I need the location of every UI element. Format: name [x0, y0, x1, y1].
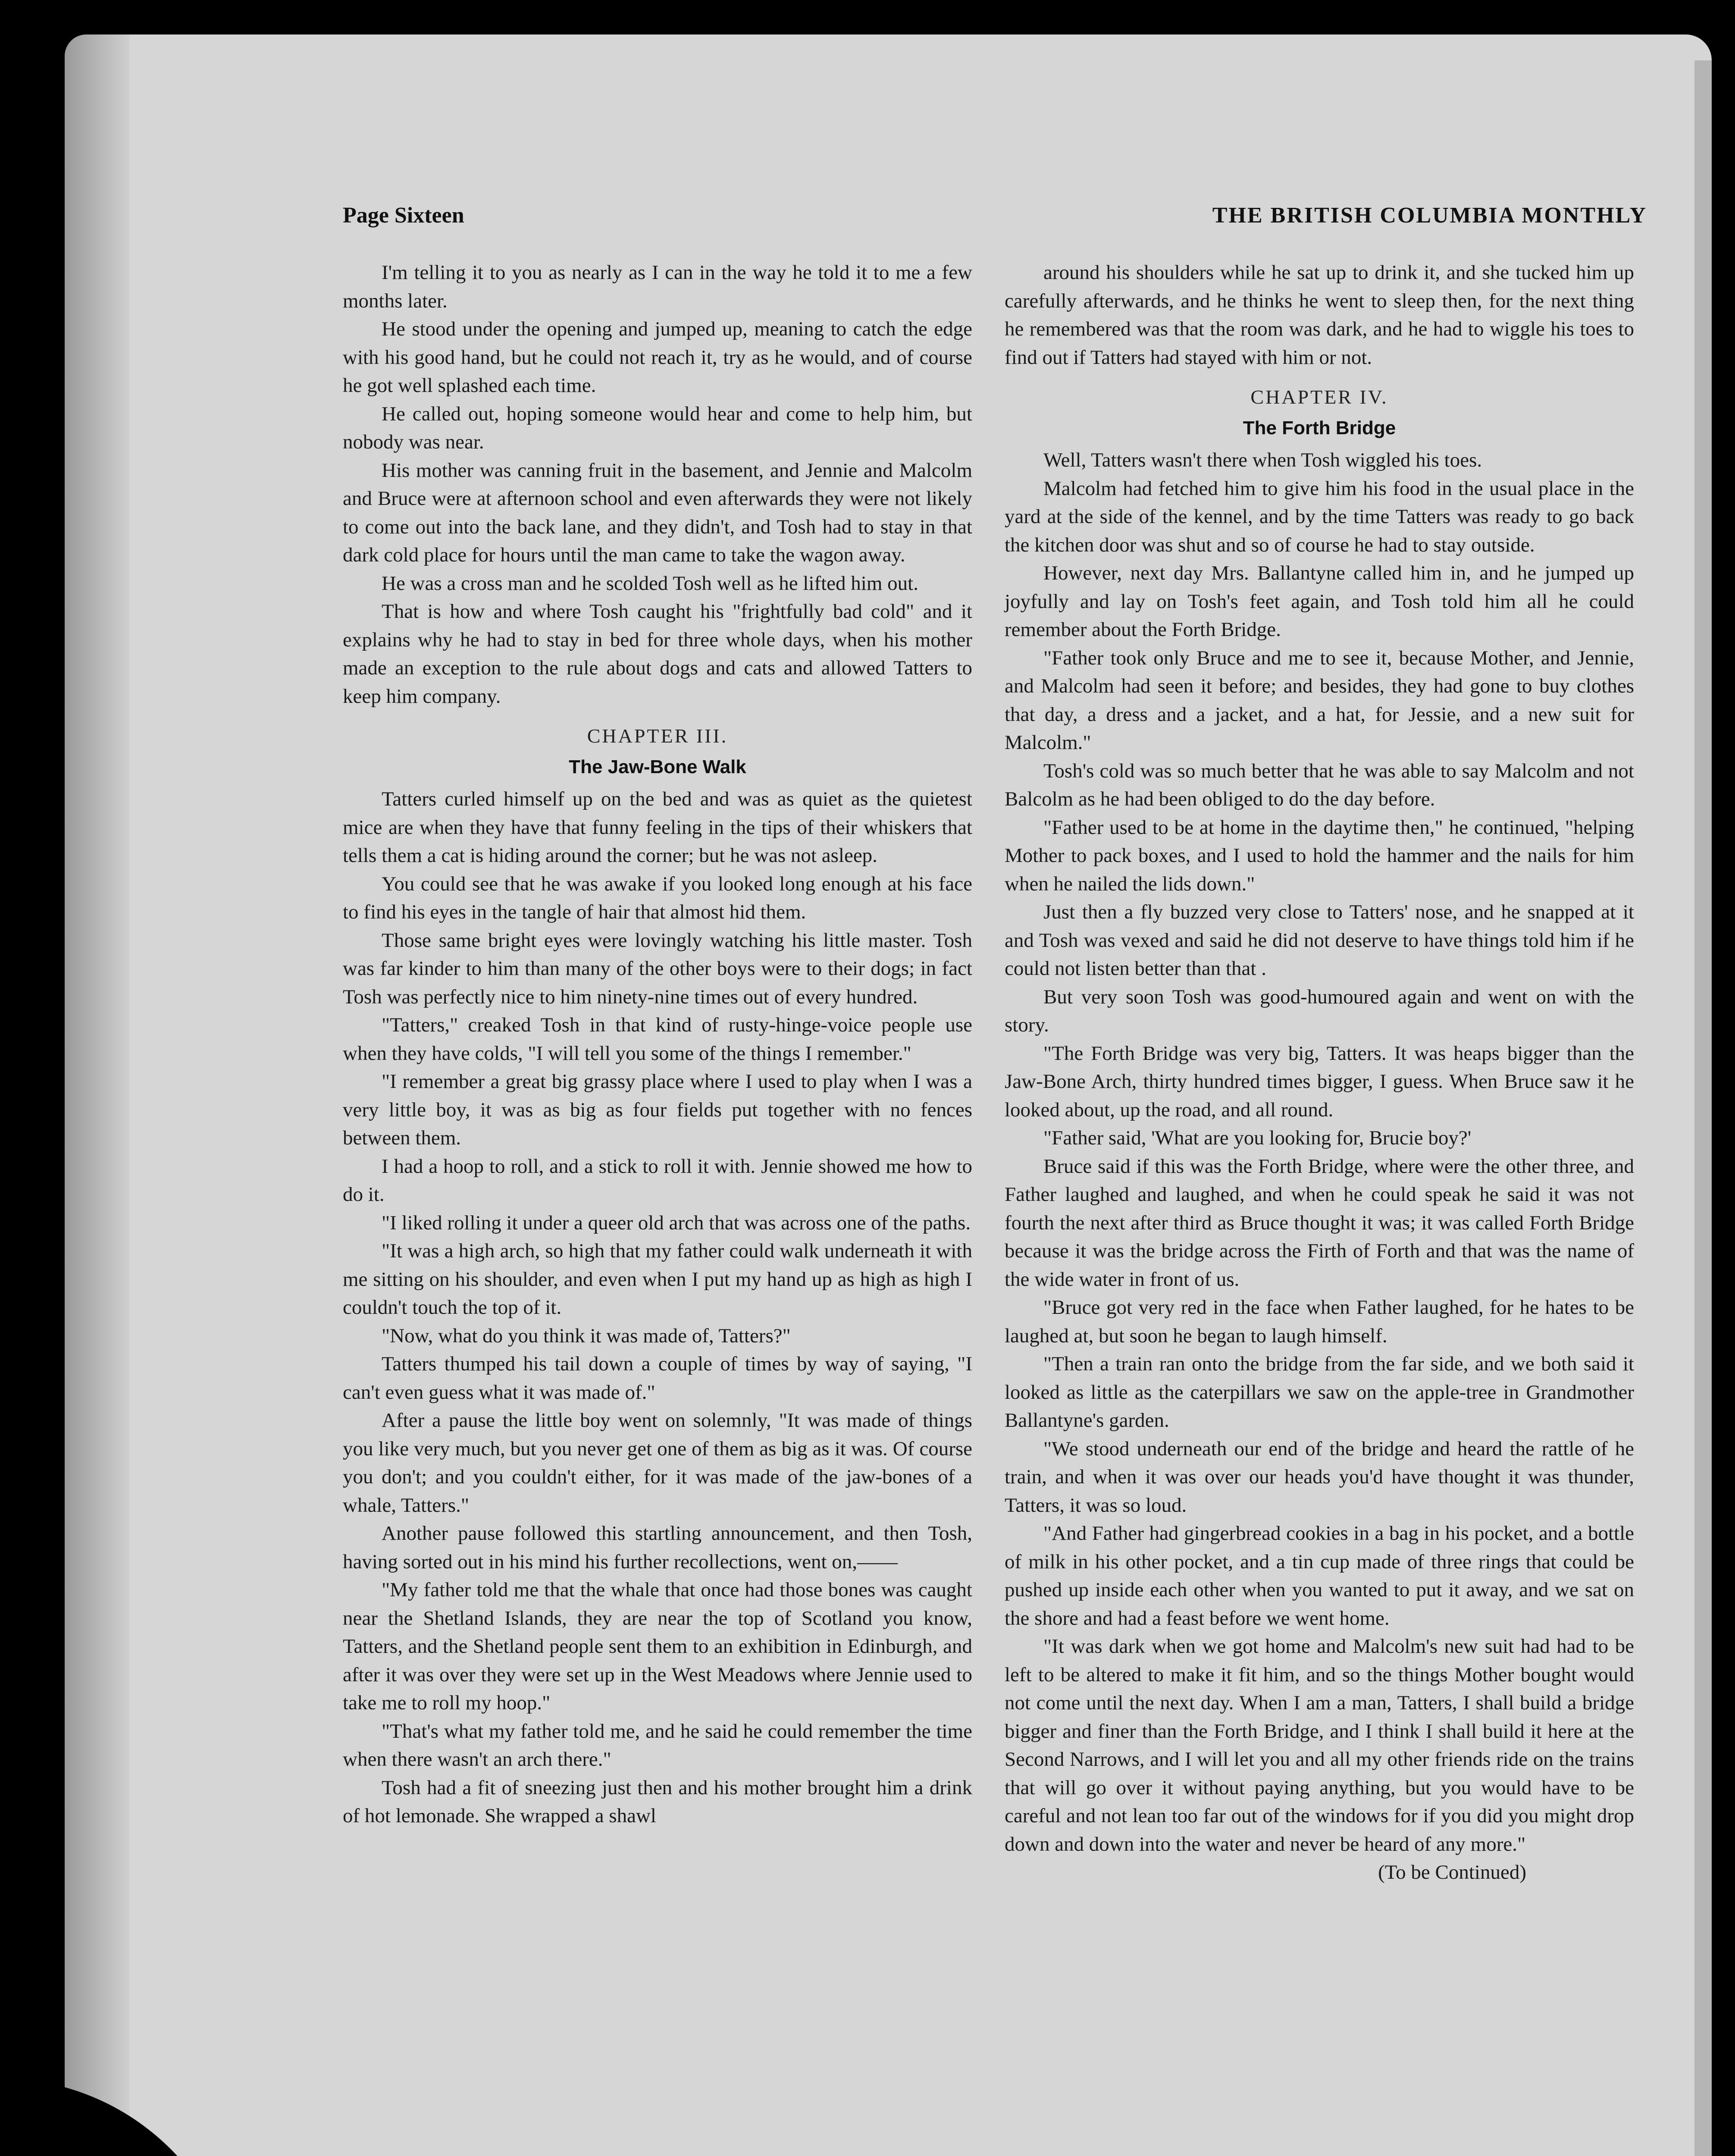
chapter-4-title: The Forth Bridge [1243, 417, 1396, 439]
paragraph: Tatters thumped his tail down a couple of times by way of saying, "I can't even guess what it was made of." [343, 1353, 972, 1404]
paragraph: "That's what my father told me, and he said he could remember the time when there wasn't an arch there." [343, 1720, 972, 1771]
right-column [1005, 259, 1634, 1887]
paragraph: "Father used to be at home in the daytime then," he continued, "helping Mother to pack boxes, and I used to hold the hammer and the nails for him when he nailed the lids down." [1005, 816, 1634, 895]
paragraph: "I liked rolling it under a queer old arch that was across one of the paths. [382, 1211, 971, 1234]
paragraph: He called out, hoping someone would hear and come to help him, but nobody was near. [343, 402, 972, 453]
paragraph: That is how and where Tosh caught his "frightfully bad cold" and it explains why he had to stay in bed for three whole days, when his mother made an exception to the rule about dogs and cats and allowed Tatters to keep him company. [343, 600, 972, 708]
paragraph: "My father told me that the whale that once had those bones was caught near the Shetland Islands, they are near the top of Scotland you know, Tatters, and the Shetland people sent them to an exhibition in Edinburgh, and after it was over they were set up in the West Meadows where Jennie used to take me to roll my hoop." [343, 1579, 972, 1714]
paragraph: However, next day Mrs. Ballantyne called him in, and he jumped up joyfully and lay on Tosh's feet again, and Tosh told him all he could remember about the Forth Bridge. [1005, 562, 1634, 641]
paragraph: Tosh had a fit of sneezing just then and his mother brought him a drink of hot lemonade. She wrapped a shawl [343, 1776, 972, 1827]
paragraph: I had a hoop to roll, and a stick to roll it with. Jennie showed me how to do it. [343, 1155, 972, 1206]
page-number: Page Sixteen [343, 203, 464, 228]
right-paragraphs-a [1005, 259, 1634, 372]
paragraph: around his shoulders while he sat up to drink it, and she tucked him up carefully afterwards, and he thinks he went to sleep then, for the next thing he remembered was that the room was dark, and he had to wiggle his toes to find out if Tatters had stayed with him or not. [1005, 261, 1634, 369]
chapter-4-heading: CHAPTER IV. [1250, 386, 1388, 408]
left-paragraphs-b [343, 785, 972, 1830]
paragraph: "Father took only Bruce and me to see it, because Mother, and Jennie, and Malcolm had seen it before; and besides, they had gone to buy clothes that day, a dress and a jacket, and a hat, for Jessie, and a new suit for Malcolm." [1005, 646, 1634, 754]
right-page-edge [1694, 60, 1712, 2156]
paragraph: Tosh's cold was so much better that he was able to say Malcolm and not Balcolm as he had been obliged to do the day before. [1005, 759, 1634, 810]
paragraph: "And Father had gingerbread cookies in a bag in his pocket, and a bottle of milk in his other pocket, and a tin cup made of three rings that could be pushed up inside each other when you wanted to put it away, and we sat on the shore and had a feast before we went home. [1005, 1522, 1634, 1630]
paragraph: He stood under the opening and jumped up, meaning to catch the edge with his good hand, but he could not reach it, try as he would, and of course he got well splashed each time. [343, 318, 972, 397]
left-column [343, 259, 972, 1830]
binding-edge [65, 34, 129, 2156]
magazine-title: THE BRITISH COLUMBIA MONTHLY [1212, 203, 1647, 228]
paragraph: Another pause followed this startling announcement, and then Tosh, having sorted out in his mind his further recollections, went on,—— [343, 1522, 972, 1573]
paragraph: Just then a fly buzzed very close to Tatters' nose, and he snapped at it and Tosh was vexed and said he did not deserve to have things told him if he could not listen better than that . [1005, 901, 1634, 980]
paragraph: "Father said, 'What are you looking for, Brucie boy?' [1043, 1127, 1472, 1149]
paragraph: He was a cross man and he scolded Tosh well as he lifted him out. [382, 572, 918, 595]
paragraph: But very soon Tosh was good-humoured again and went on with the story. [1005, 985, 1634, 1036]
chapter-3-title: The Jaw-Bone Walk [569, 756, 746, 777]
paragraph: Tatters curled himself up on the bed and was as quiet as the quietest mice are when they have that funny feeling in the tips of their whiskers that tells them a cat is hiding around the corner; but he was not asleep. [343, 788, 972, 867]
paragraph: After a pause the little boy went on solemnly, "It was made of things you like very much, but you never get one of them as big as it was. Of course you don't; and you couldn't either, for it was made of the jaw-bones of a whale, Tatters." [343, 1409, 972, 1517]
paragraph: Bruce said if this was the Forth Bridge, where were the other three, and Father laughed and laughed, and when he could speak he said it was not fourth the next after third as Bruce thought it was; it was called Forth Bridge because it was the bridge across the Firth of Forth and that was the name of the wide water in front of us. [1005, 1155, 1634, 1291]
paragraph: I'm telling it to you as nearly as I can in the way he told it to me a few months later. [343, 261, 972, 312]
right-paragraphs-b [1005, 446, 1634, 1858]
paragraph: "Tatters," creaked Tosh in that kind of rusty-hinge-voice people use when they have colds, "I will tell you some of the things I remember." [343, 1014, 972, 1065]
paragraph: "Then a train ran onto the bridge from the far side, and we both said it looked as little as the caterpillars we saw on the apple-tree in Grandmother Ballantyne's garden. [1005, 1353, 1634, 1432]
paragraph: His mother was canning fruit in the basement, and Jennie and Malcolm and Bruce were at afternoon school and even afterwards they were not likely to come out into the back lane, and they didn't, and Tosh had to stay in that dark cold place for hours until the man came to take the wagon away. [343, 459, 972, 566]
paragraph: "It was a high arch, so high that my father could walk underneath it with me sitting on his shoulder, and even when I put my hand up as high as high I couldn't touch the top of it. [343, 1240, 972, 1319]
paragraph: "I remember a great big grassy place where I used to play when I was a very little boy, it was as big as four fields put together with no fences between them. [343, 1070, 972, 1149]
paragraph: "The Forth Bridge was very big, Tatters. It was heaps bigger than the Jaw-Bone Arch, thirty hundred times bigger, I guess. When Bruce saw it he looked about, up the road, and all round. [1005, 1042, 1634, 1121]
page-header [343, 203, 1647, 241]
left-paragraphs-a [343, 259, 972, 711]
paragraph: "It was dark when we got home and Malcolm's new suit had had to be left to be altered to make it fit him, and so the things Mother bought would not come until the next day. When I am a man, Tatters, I shall build a bridge bigger and finer than the Forth Bridge, and I think I shall build it here at the Second Narrows, and I will let you and all my other friends ride on the trains that will go over it without paying anything, but you would have to be careful and not lean too far out of the windows for if you did you might drop down and down into the water and never be heard of any more." [1005, 1635, 1634, 1855]
paragraph: "Now, what do you think it was made of, Tatters?" [382, 1324, 791, 1347]
paragraph: "Bruce got very red in the face when Father laughed, for he hates to be laughed at, but soon he began to laugh himself. [1005, 1296, 1634, 1347]
paragraph: Those same bright eyes were lovingly watching his little master. Tosh was far kinder to him than many of the other boys were to their dogs; in fact Tosh was perfectly nice to him ninety-nine times out of every hundred. [343, 929, 972, 1008]
paragraph: Malcolm had fetched him to give him his food in the usual place in the yard at the side of the kennel, and by the time Tatters was ready to go back the kitchen door was shut and so of course he had to stay outside. [1005, 477, 1634, 556]
chapter-3-heading: CHAPTER III. [587, 725, 728, 747]
to-be-continued: (To be Continued) [1378, 1861, 1526, 1883]
paragraph: Well, Tatters wasn't there when Tosh wiggled his toes. [1043, 449, 1482, 471]
paragraph: You could see that he was awake if you looked long enough at his face to find his eyes in the tangle of hair that almost hid them. [343, 872, 972, 923]
paragraph: "We stood underneath our end of the bridge and heard the rattle of he train, and when it was over our heads you'd have thought it was thunder, Tatters, it was so loud. [1005, 1437, 1634, 1517]
